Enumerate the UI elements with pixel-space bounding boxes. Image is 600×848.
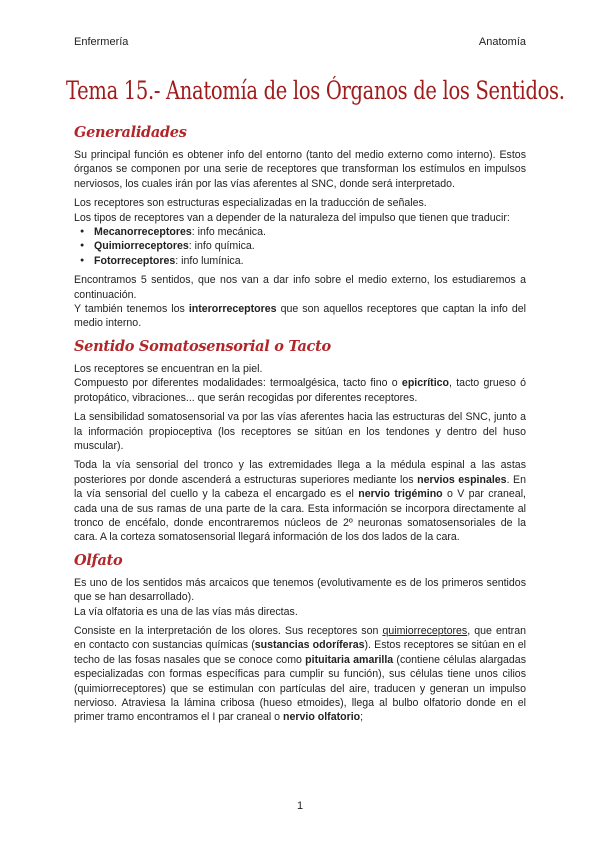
term: nervio olfatorio [283,711,361,724]
text-run: . En la vía sensorial del cuello y la cabeza el encargado es el [74,473,526,501]
term: sustancias odoríferas [254,639,365,652]
text-run: , tacto grueso ó protopático, vibraciones... que serán recogidas por diferentes receptores. [74,377,526,404]
list-item [94,254,526,268]
document-body [74,122,526,730]
text-run: Toda la vía sensorial del tronco y las extremidades llega a la médula espinal a las astas posteriores por donde ascenderá a estructuras superiores mediante los [74,459,526,486]
header-course: Anatomía [478,36,526,48]
paragraph: La vía olfatoria es una de las vías más directas. [74,605,298,618]
text-run: o V par craneal, cada una de sus ramas de una parte de la cara. Esta información se incorpora directamente al tronco de encéfalo, donde encontraremos núcleos de 2º neuronas somatosensoriales de la cara. A la corteza somatosensorial llegará información de los dos lados de la cara. [74,488,526,544]
term: nervios espinales [417,473,507,486]
list-item [94,239,526,253]
term: pituitaria amarilla [305,653,394,666]
paragraph: Los receptores se encuentran en la piel. [74,362,263,375]
paragraph: La sensibilidad somatosensorial va por las vías aferentes hacia las estructuras del SNC, junto a la información propioceptiva (los receptores se sitúan en los tendones y dentro del huso muscular). [74,411,526,452]
term: Mecanorreceptores [94,226,192,239]
section-heading-generalidades: Generalidades [74,124,187,141]
term-desc: : info lumínica. [175,254,244,267]
paragraph: Su principal función es obtener info del entorno (tanto del medio externo como interno). Estos órganos se componen por una serie de receptores que transforman los estímulos en impulsos nerviosos, los cuales irán por las vías aferentes al SNC, donde será interpretado. [74,149,526,190]
term-underlined: quimiorreceptores [382,624,468,637]
text-run: ). Estos receptores se sitúan en el techo de las fosas nasales que se conoce como [74,639,526,666]
text-run: Consiste en la interpretación de los olores. Sus receptores son [74,624,383,637]
term-desc: : info mecánica. [191,226,266,239]
page-number: 1 [296,800,304,812]
term-desc: : info química. [188,240,255,253]
section-heading-olfato: Olfato [74,551,123,569]
list-item [94,225,526,239]
term: interorreceptores [188,303,277,316]
text-run: (contiene células alargadas especializadas con formas específicas para cumplir su función), sus células tiene unos cilios (quimiorreceptores) que se estimulan con partículas del aire, traducen y generan un impulso nervioso. Atraviesa la lámina cribosa (hueso etmoides), llega al bulbo olfatorio donde en el primer tramo encontramos el I par craneal o [74,653,526,724]
paragraph [74,624,526,725]
term: Fotorreceptores [94,254,176,267]
term: epicrítico [401,377,450,390]
text-run: ; [360,711,364,724]
header-subject: Enfermería [74,36,129,48]
term: Quimiorreceptores [94,240,189,253]
paragraph [74,376,526,405]
paragraph [74,302,526,331]
paragraph: Los tipos de receptores van a depender de la naturaleza del impulso que tienen que traducir: [74,211,510,224]
text-run: Y también tenemos los [74,303,189,316]
term: nervio trigémino [358,488,443,501]
page-title: Tema 15.- Anatomía de los Órganos de los Sentidos. [66,76,565,105]
receptor-list [74,225,526,268]
paragraph: Encontramos 5 sentidos, que nos van a dar info sobre el medio externo, los estudiaremos a continuación. [74,274,526,301]
text-run: , que entran en contacto con sustancias químicas ( [74,624,526,652]
paragraph [74,458,526,544]
text-run: que son aquellos receptores que captan la info del medio interno. [74,303,526,330]
paragraph: Los receptores son estructuras especializadas en la traducción de señales. [74,197,427,210]
text-run: Compuesto por diferentes modalidades: termoalgésica, tacto fino o [74,377,402,390]
section-heading-tacto: Sentido Somatosensorial o Tacto [74,337,331,355]
paragraph: Es uno de los sentidos más arcaicos que tenemos (evolutivamente es de los primeros sentidos que se han desarrollado). [74,576,526,604]
